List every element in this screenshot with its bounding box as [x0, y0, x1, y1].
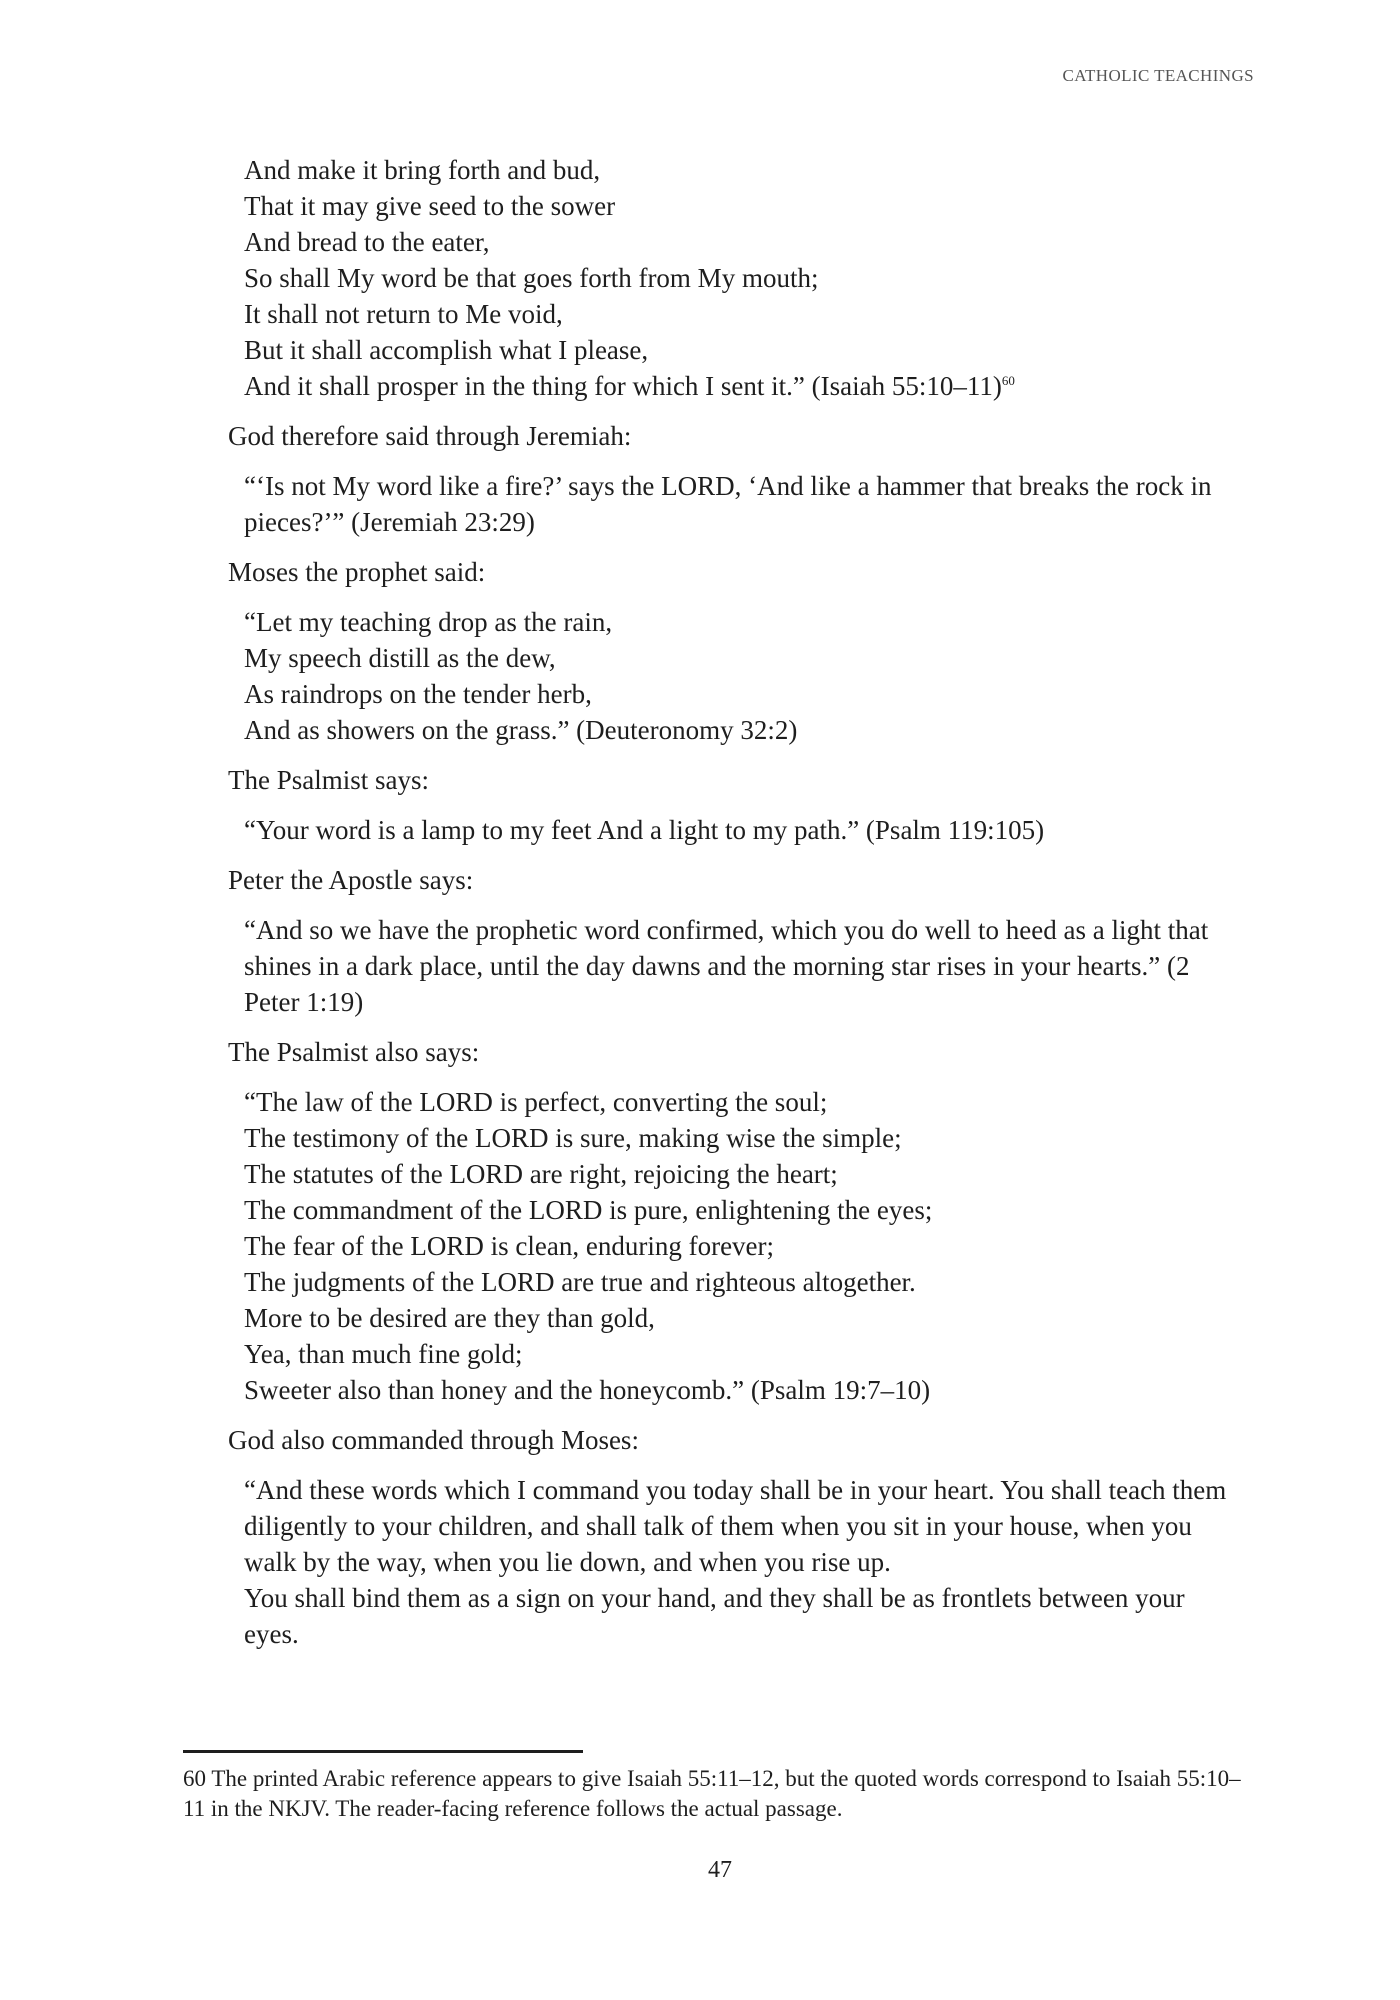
- quote-text: The judgments of the LORD are true and righteous altogether.: [244, 1267, 916, 1297]
- quote-text: “Your word is a lamp to my feet And a light to my path.” (Psalm 119:105): [244, 815, 1045, 845]
- quote-line: [244, 332, 1228, 368]
- footnote: 60 The printed Arabic reference appears to give Isaiah 55:11–12, but the quoted words correspond to Isaiah 55:10–11 in the NKJV. The reader-facing reference follows the actual passage.: [183, 1766, 1241, 1821]
- quote-text: And it shall prosper in the thing for which I sent it.” (Isaiah 55:10–11): [244, 371, 1002, 401]
- intro-line: Peter the Apostle says:: [228, 865, 474, 895]
- quote-line: [244, 152, 1228, 188]
- intro-line: The Psalmist says:: [228, 765, 429, 795]
- intro-line: Moses the prophet said:: [228, 557, 486, 587]
- quote-line: [244, 712, 1228, 748]
- quote-text: The testimony of the LORD is sure, making wise the simple;: [244, 1123, 902, 1153]
- quote-text: You shall bind them as a sign on your hand, and they shall be as frontlets between your eyes.: [244, 1583, 1185, 1649]
- quote-text: “‘Is not My word like a fire?’ says the LORD, ‘And like a hammer that breaks the rock in pieces?’” (Jeremiah 23:29): [244, 471, 1212, 537]
- quote-text: And make it bring forth and bud,: [244, 155, 601, 185]
- quote-text: So shall My word be that goes forth from My mouth;: [244, 263, 819, 293]
- quote-line: [244, 1192, 1228, 1228]
- intro-line: The Psalmist also says:: [228, 1037, 480, 1067]
- quote-line: [244, 1156, 1228, 1192]
- quote-text: The statutes of the LORD are right, rejoicing the heart;: [244, 1159, 838, 1189]
- quote-line: [244, 296, 1228, 332]
- quote-line: [244, 604, 1228, 640]
- footnote-divider: [183, 1750, 583, 1753]
- quote-paragraph: [244, 912, 1228, 1020]
- quote-line: [244, 1372, 1228, 1408]
- quote-paragraph: [244, 468, 1228, 540]
- quote-text: But it shall accomplish what I please,: [244, 335, 649, 365]
- quote-line: [244, 676, 1228, 712]
- quote-line: [244, 812, 1228, 848]
- quote-line: [244, 1336, 1228, 1372]
- main-text: [228, 152, 1228, 1666]
- footnote-reference[interactable]: 60: [1001, 373, 1015, 388]
- quote-line: [244, 368, 1228, 404]
- quote-text: The fear of the LORD is clean, enduring forever;: [244, 1231, 775, 1261]
- intro-line: God also commanded through Moses:: [228, 1425, 639, 1455]
- quote-paragraph: [244, 1472, 1228, 1580]
- quote-paragraph: [244, 1580, 1228, 1652]
- scripture-quote: [244, 912, 1228, 1020]
- running-head: CATHOLIC TEACHINGS: [1062, 66, 1254, 85]
- quote-text: The commandment of the LORD is pure, enlightening the eyes;: [244, 1195, 933, 1225]
- quote-line: [244, 1084, 1228, 1120]
- quote-line: [244, 1120, 1228, 1156]
- quote-text: “And these words which I command you today shall be in your heart. You shall teach them diligently to your children, and shall talk of them when you sit in your house, when you walk by the way, when you lie down, and when you rise up.: [244, 1475, 1227, 1577]
- quote-text: “And so we have the prophetic word confirmed, which you do well to heed as a light that shines in a dark place, until the day dawns and the morning star rises in your hearts.” (2 Peter 1:19): [244, 915, 1209, 1017]
- quote-line: [244, 224, 1228, 260]
- scripture-quote: [244, 152, 1228, 404]
- quote-text: It shall not return to Me void,: [244, 299, 563, 329]
- quote-line: [244, 1300, 1228, 1336]
- scripture-quote: [244, 1084, 1228, 1408]
- quote-line: [244, 640, 1228, 676]
- quote-text: And as showers on the grass.” (Deuteronomy 32:2): [244, 715, 798, 745]
- quote-text: As raindrops on the tender herb,: [244, 679, 592, 709]
- quote-text: More to be desired are they than gold,: [244, 1303, 655, 1333]
- quote-text: That it may give seed to the sower: [244, 191, 616, 221]
- quote-text: Sweeter also than honey and the honeycomb.” (Psalm 19:7–10): [244, 1375, 931, 1405]
- quote-text: Yea, than much fine gold;: [244, 1339, 523, 1369]
- quote-line: [244, 1228, 1228, 1264]
- intro-line: God therefore said through Jeremiah:: [228, 421, 632, 451]
- scripture-quote: [244, 604, 1228, 748]
- quote-line: [244, 260, 1228, 296]
- page-number: 47: [708, 1857, 732, 1883]
- scripture-quote: [244, 468, 1228, 540]
- scripture-quote: [244, 1472, 1228, 1652]
- quote-text: “The law of the LORD is perfect, converting the soul;: [244, 1087, 828, 1117]
- quote-text: “Let my teaching drop as the rain,: [244, 607, 613, 637]
- scripture-quote: [244, 812, 1228, 848]
- quote-line: [244, 1264, 1228, 1300]
- quote-text: My speech distill as the dew,: [244, 643, 556, 673]
- quote-line: [244, 188, 1228, 224]
- quote-text: And bread to the eater,: [244, 227, 490, 257]
